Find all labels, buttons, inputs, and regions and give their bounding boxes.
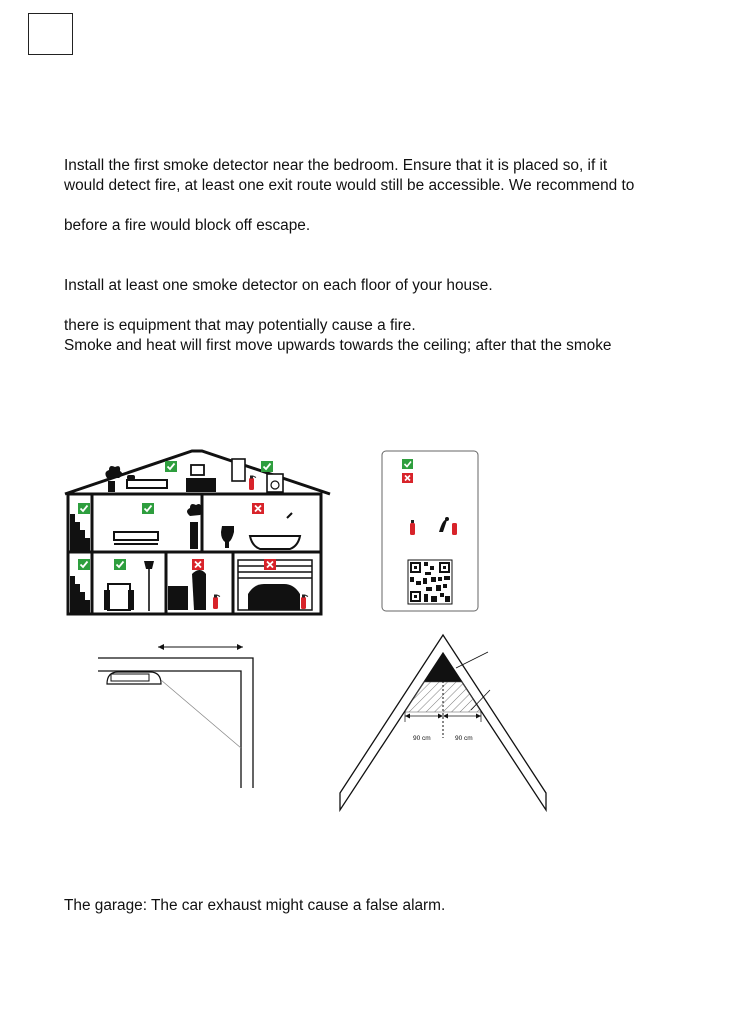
qr-code-icon — [408, 560, 452, 604]
paragraph-line-6: Smoke and heat will first move upwards towards the ceiling; after that the smoke — [64, 337, 612, 354]
paragraph-line-4: Install at least one smoke detector on each floor of your house. — [64, 277, 493, 294]
paragraph-line-3: before a fire would block off escape. — [64, 217, 311, 234]
page-number-box — [28, 13, 73, 55]
paragraph-line-2: would detect fire, at least one exit route would still be accessible. We recommend to — [64, 177, 635, 194]
legend-card — [381, 450, 479, 612]
extinguisher-icon — [410, 523, 415, 535]
legend-check-icon — [402, 459, 413, 469]
paragraph-line-7: The garage: The car exhaust might cause a false alarm. — [64, 897, 446, 914]
distance-label-right: 90 cm — [455, 735, 473, 742]
distance-label-left: 90 cm — [413, 735, 431, 742]
ceiling-wall-distance-diagram — [95, 640, 265, 790]
house-placement-illustration — [62, 448, 334, 618]
paragraph-line-1: Install the first smoke detector near the bedroom. Ensure that it is placed so, if it — [64, 157, 608, 174]
paragraph-line-5: there is equipment that may potentially cause a fire. — [64, 317, 416, 334]
pitched-roof-diagram — [338, 630, 552, 816]
